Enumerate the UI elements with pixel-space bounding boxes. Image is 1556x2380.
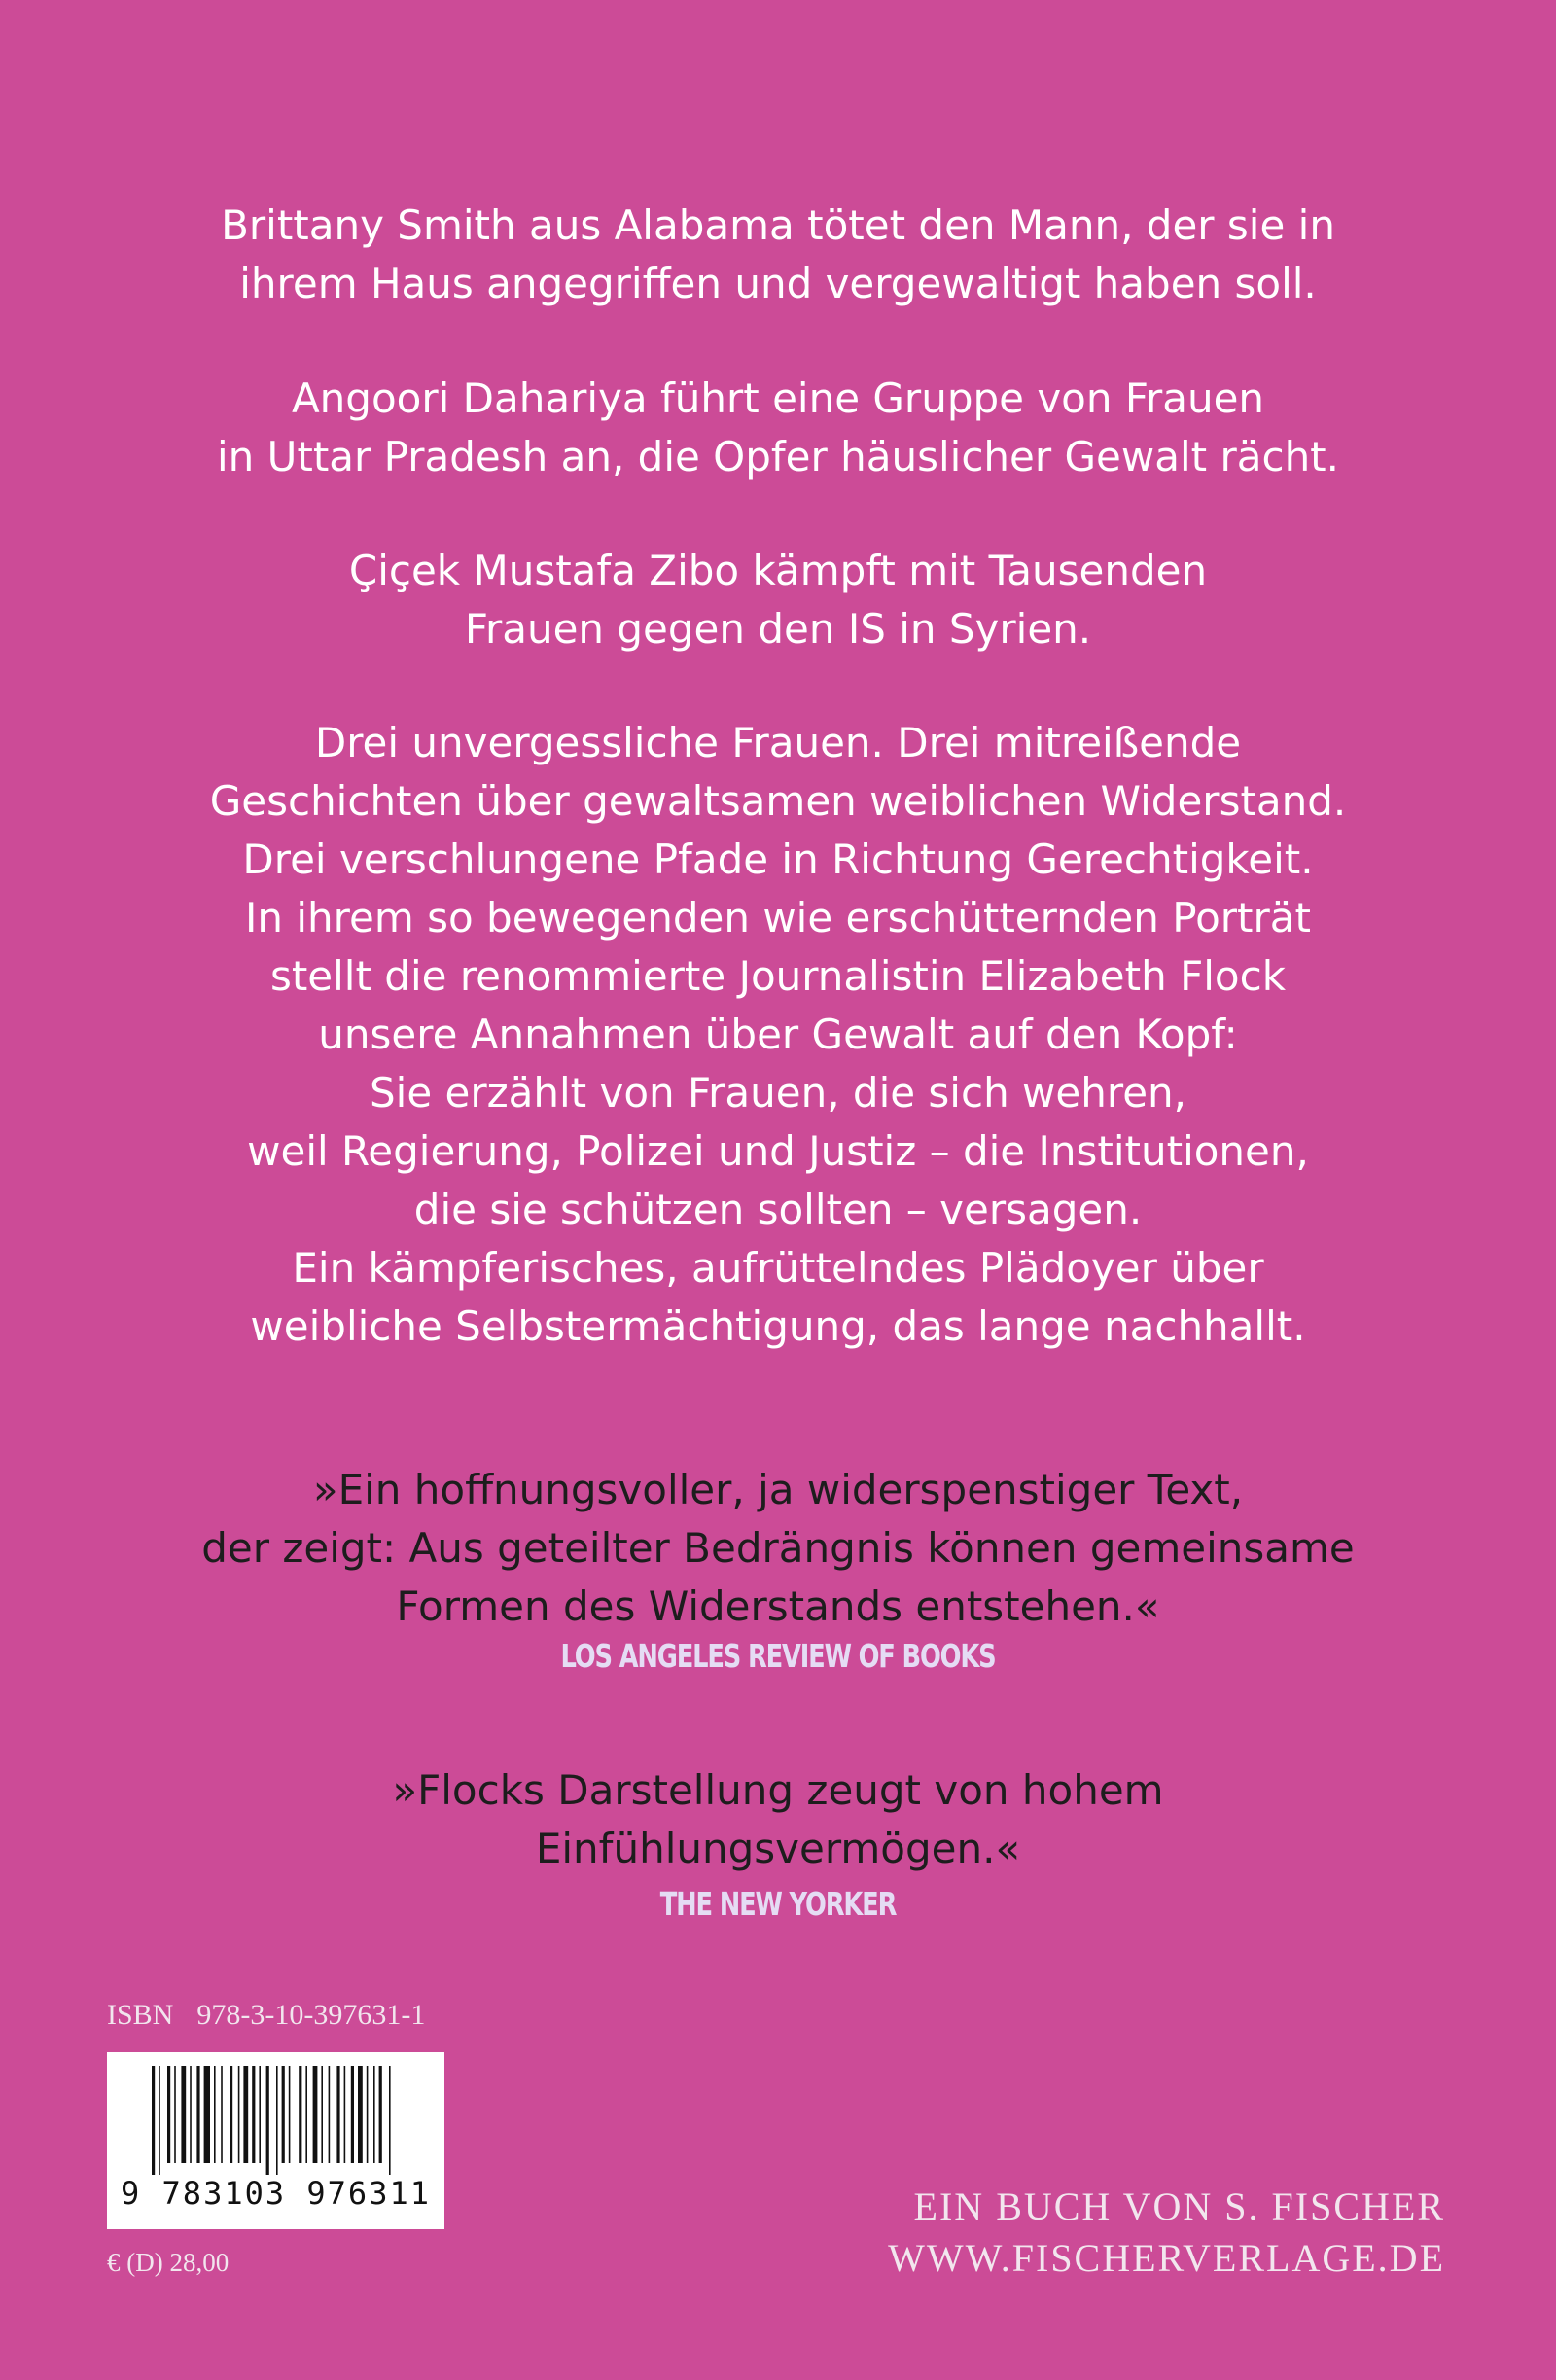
blurb-paragraph-1 — [97, 196, 1459, 313]
barcode-bar — [252, 2066, 255, 2163]
publisher-website: WWW.FISCHERVERLAGE.DE — [888, 2236, 1445, 2280]
blurb-line: Angoori Dahariya führt eine Gruppe von Frauen — [291, 374, 1265, 422]
review-quote-1 — [97, 1461, 1459, 1636]
publisher-line: EIN BUCH VON S. FISCHER — [913, 2185, 1445, 2228]
barcode-bar — [282, 2066, 285, 2163]
barcode-bar — [196, 2066, 199, 2163]
barcode-bar — [181, 2066, 186, 2163]
barcode-bar — [190, 2066, 192, 2163]
blurb-line: Çiçek Mustafa Zibo kämpft mit Tausenden — [348, 547, 1208, 594]
barcode-bar — [214, 2066, 216, 2163]
barcode-bar — [152, 2066, 155, 2175]
barcode-bar — [259, 2066, 261, 2163]
quote-line: Formen des Widerstands entstehen.« — [396, 1582, 1160, 1630]
barcode-bar — [276, 2066, 278, 2175]
blurb-paragraph-3 — [97, 542, 1459, 658]
barcode-bar — [389, 2066, 391, 2175]
barcode-digits: 9 783103 976311 — [121, 2175, 431, 2212]
barcode-bar — [329, 2066, 331, 2163]
quote-source-1: LOS ANGELES REVIEW OF BOOKS — [560, 1637, 996, 1675]
blurb-line: Ein kämpferisches, aufrüttelndes Plädoyer über — [292, 1244, 1264, 1292]
quote-line: »Ein hoffnungsvoller, ja widerspenstiger Text, — [312, 1466, 1244, 1513]
blurb-line: In ihrem so bewegenden wie erschütternden Porträt — [245, 894, 1311, 941]
barcode-bar — [379, 2066, 382, 2163]
barcode-bar — [266, 2066, 269, 2175]
blurb-line: weibliche Selbstermächtigung, das lange nachhallt. — [250, 1302, 1306, 1350]
quote-line: der zeigt: Aus geteilter Bedrängnis können gemeinsame — [201, 1524, 1355, 1572]
price: € (D) 28,00 — [107, 2248, 230, 2277]
quote-source-2: THE NEW YORKER — [659, 1885, 897, 1923]
barcode-bar — [321, 2066, 323, 2163]
barcode-bar — [336, 2066, 339, 2163]
barcode-bar — [204, 2066, 210, 2163]
blurb-line: Frauen gegen den IS in Syrien. — [464, 605, 1092, 653]
barcode-bar — [373, 2066, 375, 2163]
blurb-paragraph-4 — [97, 714, 1459, 1356]
blurb-line: die sie schützen sollten – versagen. — [413, 1186, 1143, 1233]
barcode-bar — [305, 2066, 307, 2163]
barcode-bar — [221, 2066, 223, 2163]
barcode-bar — [299, 2066, 301, 2163]
barcode-bar — [167, 2066, 170, 2163]
barcode-bar — [174, 2066, 176, 2163]
isbn-label: ISBN — [107, 1999, 174, 2031]
barcode-bar — [289, 2066, 291, 2163]
blurb-line: Geschichten über gewaltsamen weiblichen Widerstand. — [209, 777, 1347, 825]
barcode-bar — [159, 2066, 160, 2175]
barcode-bar — [367, 2066, 369, 2163]
barcode-bar — [230, 2066, 232, 2163]
blurb-line: Drei unvergessliche Frauen. Drei mitreißende — [314, 719, 1242, 766]
blurb-line: Sie erzählt von Frauen, die sich wehren, — [369, 1069, 1187, 1117]
blurb-line: stellt die renommierte Journalistin Elizabeth Flock — [269, 952, 1287, 1000]
blurb-line: Brittany Smith aus Alabama tötet den Mann, der sie in — [221, 201, 1335, 249]
quote-line: Einfühlungsvermögen.« — [535, 1825, 1021, 1872]
barcode-bar — [351, 2066, 354, 2163]
barcode-bar — [358, 2066, 363, 2163]
barcode — [107, 2052, 444, 2229]
barcode-bar — [243, 2066, 248, 2163]
blurb-line: unsere Annahmen über Gewalt auf den Kopf: — [318, 1011, 1238, 1058]
blurb-line: Drei verschlungene Pfade in Richtung Gerechtigkeit. — [242, 835, 1314, 883]
blurb-line: ihrem Haus angegriffen und vergewaltigt haben soll. — [239, 260, 1317, 307]
blurb-line: weil Regierung, Polizei und Justiz – die Institutionen, — [247, 1127, 1309, 1175]
review-quote-2 — [97, 1761, 1459, 1878]
blurb-paragraph-2 — [97, 370, 1459, 486]
barcode-bar — [313, 2066, 318, 2163]
isbn-number: 978-3-10-397631-1 — [196, 1999, 426, 2031]
blurb-line: in Uttar Pradesh an, die Opfer häuslicher Gewalt rächt. — [216, 433, 1339, 480]
barcode-bar — [238, 2066, 240, 2163]
quote-line: »Flocks Darstellung zeugt von hohem — [392, 1766, 1164, 1814]
barcode-bar — [344, 2066, 346, 2163]
isbn — [107, 1999, 425, 2032]
